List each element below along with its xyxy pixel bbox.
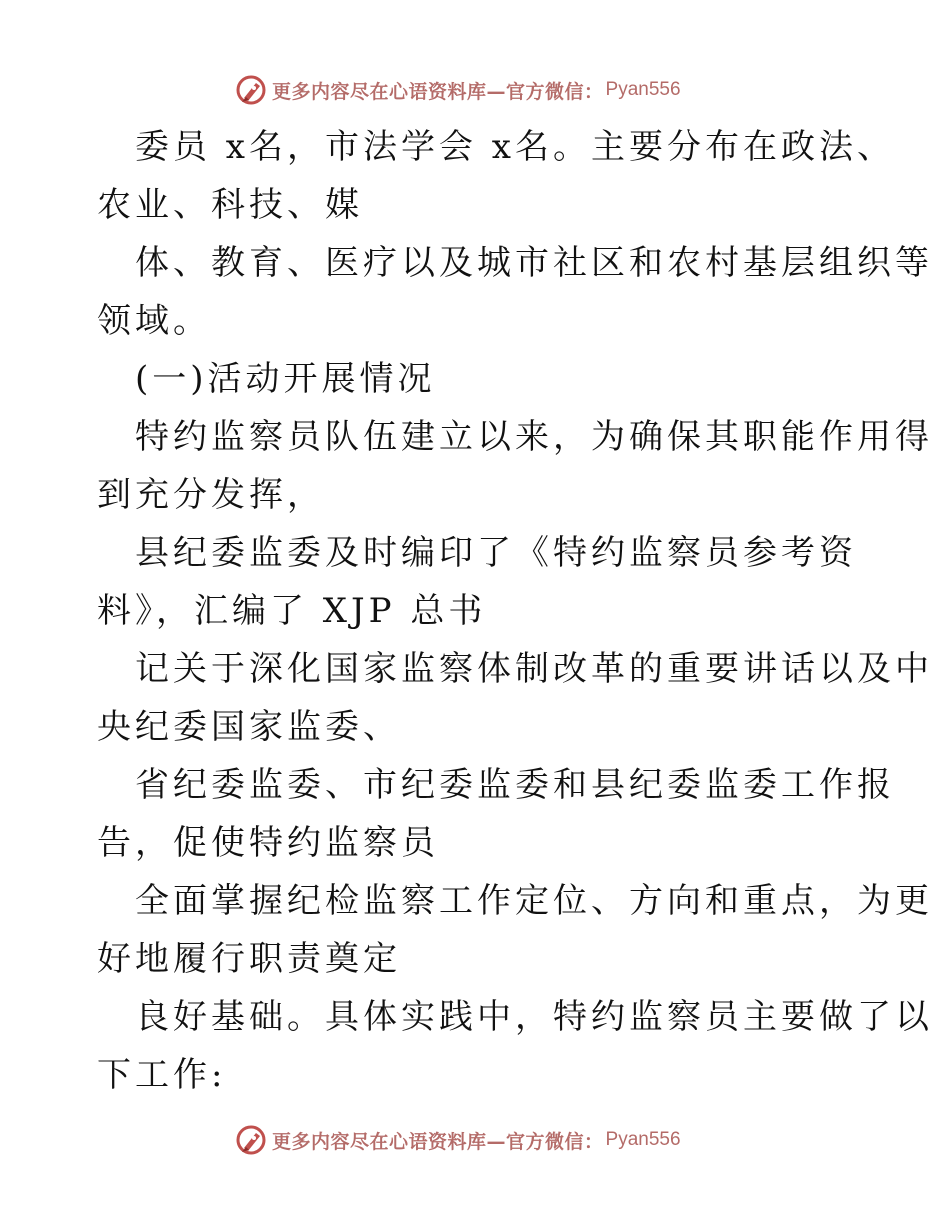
header-watermark — [234, 72, 681, 108]
body-line: 告，促使特约监察员 — [97, 823, 439, 863]
body-line: 农业、科技、媒 — [97, 185, 363, 225]
body-line: 好地履行职责奠定 — [97, 939, 401, 979]
watermark-account: Pyan556 — [605, 79, 681, 100]
body-line: 委员 x名，市法学会 x名。主要分布在政法、 — [135, 127, 895, 167]
watermark-account: Pyan556 — [605, 1129, 681, 1150]
footer-watermark — [234, 1122, 681, 1158]
watermark-text: 更多内容尽在心语资料库—官方微信： — [272, 80, 604, 103]
body-line: 央纪委国家监委、 — [97, 707, 401, 747]
body-line: 体、教育、医疗以及城市社区和农村基层组织等 — [135, 243, 933, 283]
section-heading: (一)活动开展情况 — [135, 359, 436, 399]
body-line: 到充分发挥， — [97, 475, 325, 515]
body-line: 全面掌握纪检监察工作定位、方向和重点，为更 — [135, 881, 933, 921]
pen-logo-icon — [234, 73, 268, 107]
body-line: 省纪委监委、市纪委监委和县纪委监委工作报 — [135, 765, 895, 805]
watermark-text: 更多内容尽在心语资料库—官方微信： — [272, 1130, 604, 1153]
body-line: 料》，汇编了 XJP 总书 — [97, 591, 487, 631]
body-line: 下工作: — [97, 1055, 227, 1095]
body-line: 良好基础。具体实践中，特约监察员主要做了以 — [135, 997, 933, 1037]
body-line: 特约监察员队伍建立以来，为确保其职能作用得 — [135, 417, 933, 457]
body-line: 领域。 — [97, 301, 211, 341]
body-line: 县纪委监委及时编印了《特约监察员参考资 — [135, 533, 857, 573]
pen-logo-icon — [234, 1123, 268, 1157]
body-line: 记关于深化国家监察体制改革的重要讲话以及中 — [135, 649, 933, 689]
